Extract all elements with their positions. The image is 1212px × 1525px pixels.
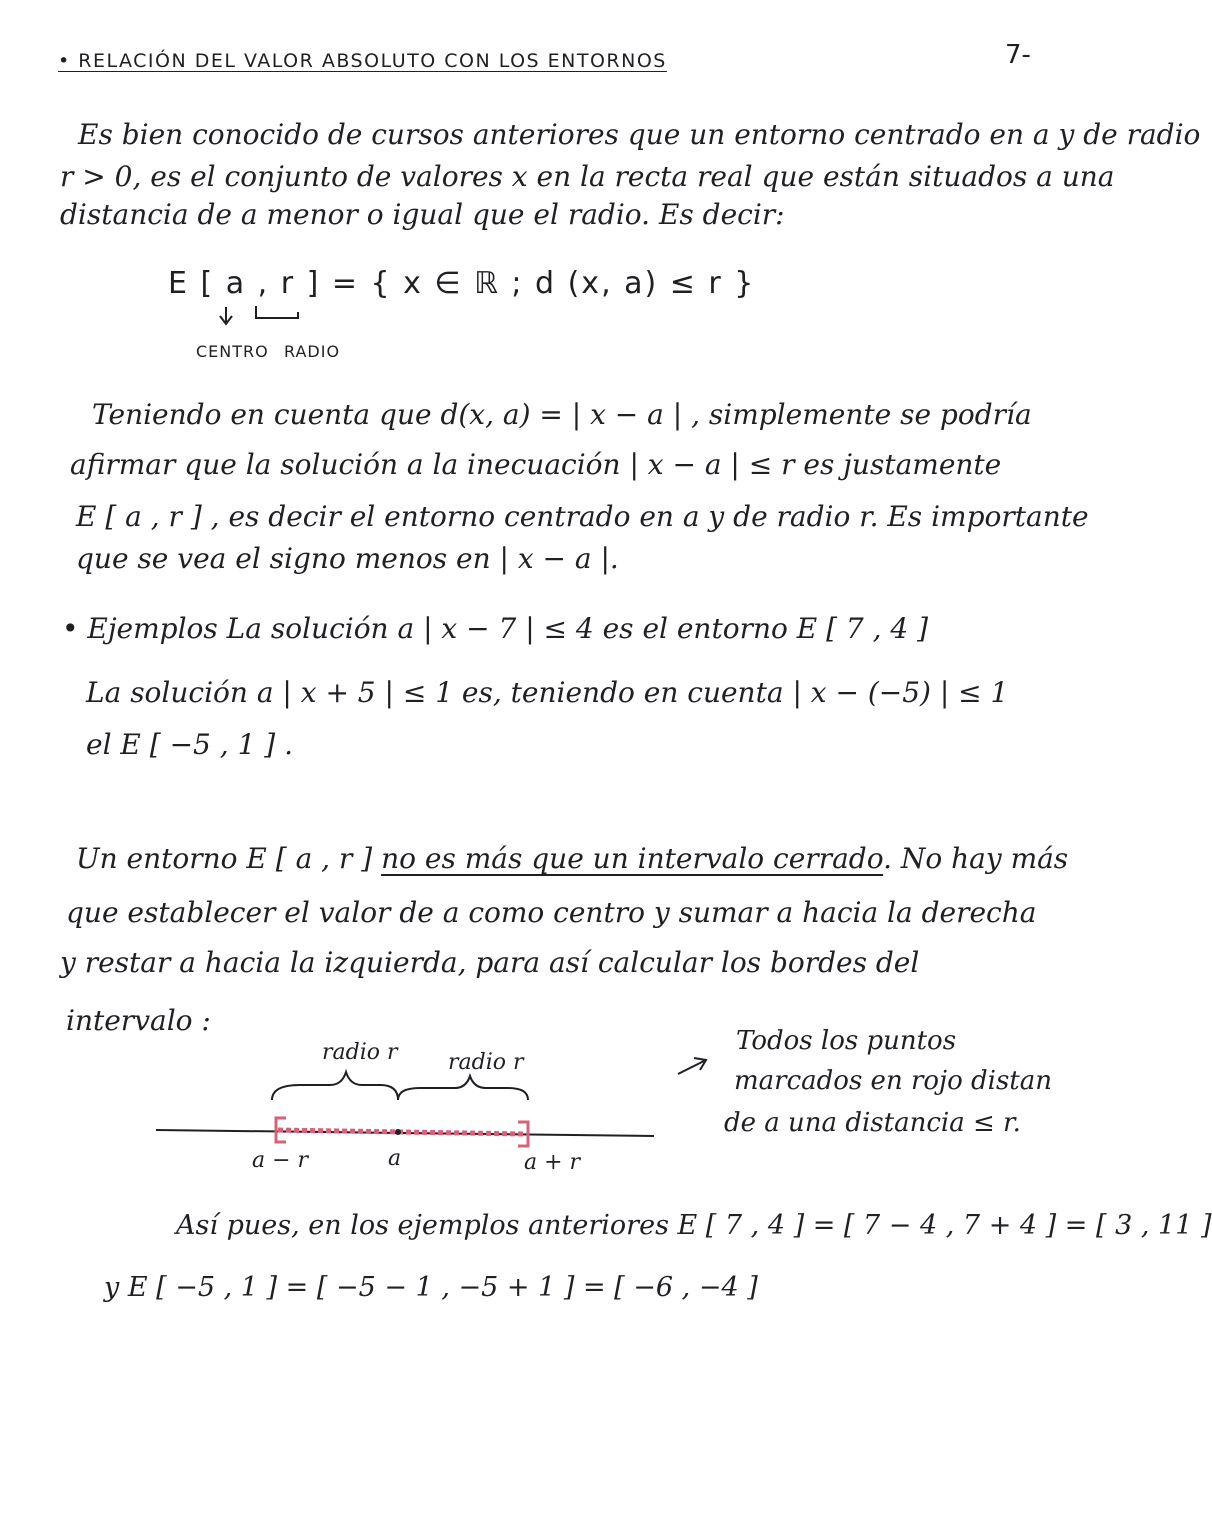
definition-formula: E [ a , r ] = { x ∈ ℝ ; d (x, a) ≤ r } — [168, 266, 756, 301]
intro-line-1: Es bien conocido de cursos anteriores que un entorno centrado en a y de radio — [78, 118, 1201, 151]
explanation-line-3: E [ a , r ] , es decir el entorno centrado en a y de radio r. Es importante — [76, 500, 1089, 533]
diagram-radius-left-label: radio r — [322, 1040, 398, 1065]
interval-line-2: que establecer el valor de a como centro y sumar a hacia la derecha — [66, 896, 1037, 929]
left-brace-icon — [272, 1072, 398, 1100]
diagram-radius-right-label: radio r — [448, 1050, 524, 1075]
conclusion-line-2: y E [ −5 , 1 ] = [ −5 − 1 , −5 + 1 ] = [ −6 , −4 ] — [104, 1272, 758, 1303]
page-number: 7- — [1005, 40, 1031, 70]
interval-line-3: y restar a hacia la izquierda, para así calcular los bordes del — [60, 946, 920, 979]
examples-line-2: La solución a | x + 5 | ≤ 1 es, teniendo en cuenta | x − (−5) | ≤ 1 — [86, 676, 1009, 709]
label-radio: RADIO — [284, 342, 341, 361]
note-arrow-icon — [678, 1058, 706, 1074]
interval-line-1-end: . No hay más — [883, 842, 1069, 875]
right-brace-icon — [398, 1076, 528, 1100]
interval-emphasis: no es más que un intervalo cerrado — [381, 842, 884, 875]
intro-line-3: distancia de a menor o igual que el radio. Es decir: — [60, 198, 785, 231]
label-centro: CENTRO — [196, 342, 269, 361]
diagram-note-line-2: marcados en rojo distan — [734, 1066, 1053, 1096]
center-point — [395, 1129, 401, 1135]
explanation-line-1: Teniendo en cuenta que d(x, a) = | x − a | , simplemente se podría — [92, 398, 1032, 431]
real-axis-line — [156, 1130, 654, 1136]
interval-line-4: intervalo : — [66, 1004, 211, 1037]
examples-line-1: • Ejemplos La solución a | x − 7 | ≤ 4 es el entorno E [ 7 , 4 ] — [62, 612, 929, 645]
diagram-center-label: a — [388, 1146, 402, 1171]
diagram-right-endpoint-label: a + r — [524, 1150, 581, 1175]
diagram-left-endpoint-label: a − r — [252, 1148, 309, 1173]
explanation-line-2: afirmar que la solución a la inecuación | x − a | ≤ r es justamente — [70, 448, 1002, 481]
diagram-note-line-1: Todos los puntos — [736, 1026, 957, 1056]
diagram-note-line-3: de a una distancia ≤ r. — [724, 1108, 1021, 1138]
conclusion-line-1: Así pues, en los ejemplos anteriores E [ 7 , 4 ] = [ 7 − 4 , 7 + 4 ] = [ 3 , 11 ] — [176, 1210, 1212, 1241]
examples-line-3: el E [ −5 , 1 ] . — [86, 728, 294, 761]
section-heading: • RELACIÓN DEL VALOR ABSOLUTO CON LOS ENTORNOS — [58, 50, 667, 72]
intro-line-2: r > 0, es el conjunto de valores x en la recta real que están situados a una — [60, 160, 1115, 193]
interval-line-1-start: Un entorno E [ a , r ] — [76, 842, 382, 875]
explanation-line-4: que se vea el signo menos en | x − a |. — [76, 542, 619, 575]
